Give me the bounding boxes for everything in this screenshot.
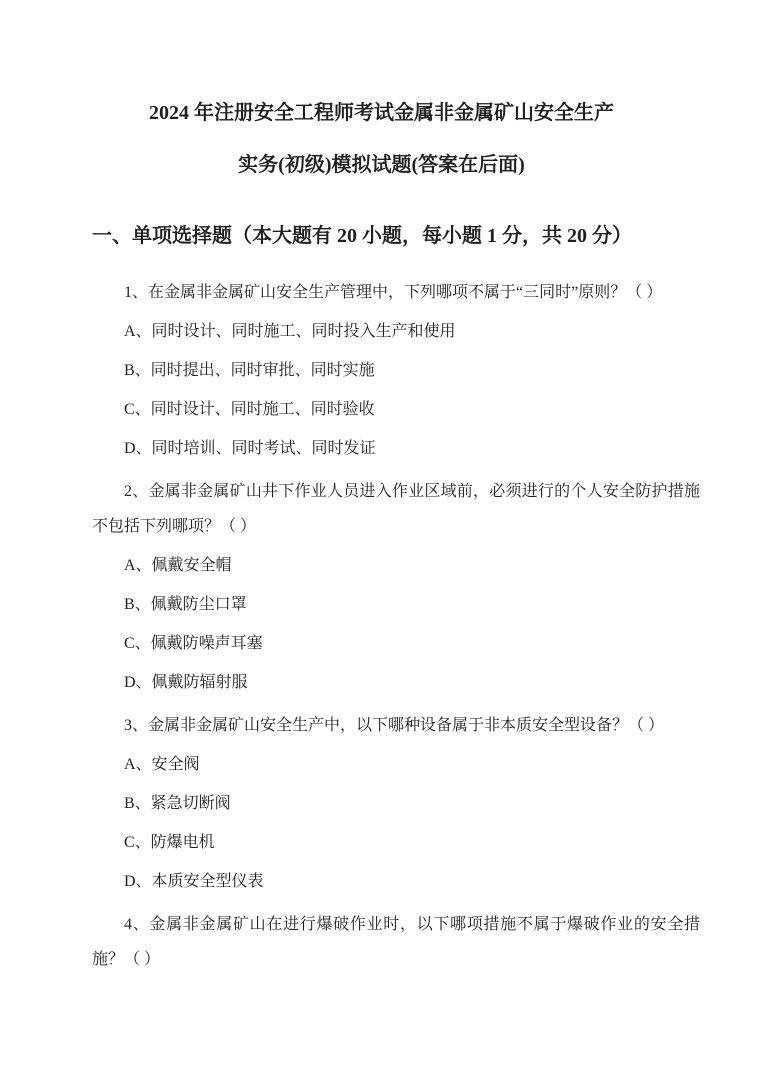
- question-text: 3、金属非金属矿山安全生产中，以下哪种设备属于非本质安全型设备？（ ）: [124, 717, 665, 734]
- section-heading: 一、单项选择题（本大题有 20 小题，每小题 1 分，共 20 分）: [92, 225, 632, 247]
- option-line: D、本质安全型仪表: [124, 873, 264, 890]
- option-line: A、安全阀: [124, 756, 200, 773]
- option-line: C、佩戴防噪声耳塞: [124, 635, 263, 652]
- document-title-line1: 2024 年注册安全工程师考试金属非金属矿山安全生产: [149, 102, 614, 124]
- question-text: 2、金属非金属矿山井下作业人员进入作业区域前，必须进行的个人安全防护措施不包括下列哪项？（ ）: [92, 483, 700, 535]
- document-body: [0, 221, 763, 977]
- option-line: D、同时培训、同时考试、同时发证: [124, 440, 376, 457]
- option-line: C、防爆电机: [124, 834, 215, 851]
- question-text: 1、在金属非金属矿山安全生产管理中，下列哪项不属于“三同时”原则？（ ）: [124, 284, 663, 301]
- question-text: 4、金属非金属矿山在进行爆破作业时，以下哪项措施不属于爆破作业的安全措施？（ ）: [92, 916, 700, 968]
- document-title-line2: 实务(初级)模拟试题(答案在后面): [238, 154, 525, 176]
- question-list: [92, 271, 700, 977]
- option-line: C、同时设计、同时施工、同时验收: [124, 401, 375, 418]
- option-line: B、佩戴防尘口罩: [124, 596, 247, 613]
- option-line: B、同时提出、同时审批、同时实施: [124, 362, 375, 379]
- option-line: A、佩戴安全帽: [124, 557, 232, 574]
- option-line: D、佩戴防辐射服: [124, 674, 248, 691]
- document-header: [0, 0, 763, 180]
- option-line: A、同时设计、同时施工、同时投入生产和使用: [124, 323, 456, 340]
- option-line: B、紧急切断阀: [124, 795, 231, 812]
